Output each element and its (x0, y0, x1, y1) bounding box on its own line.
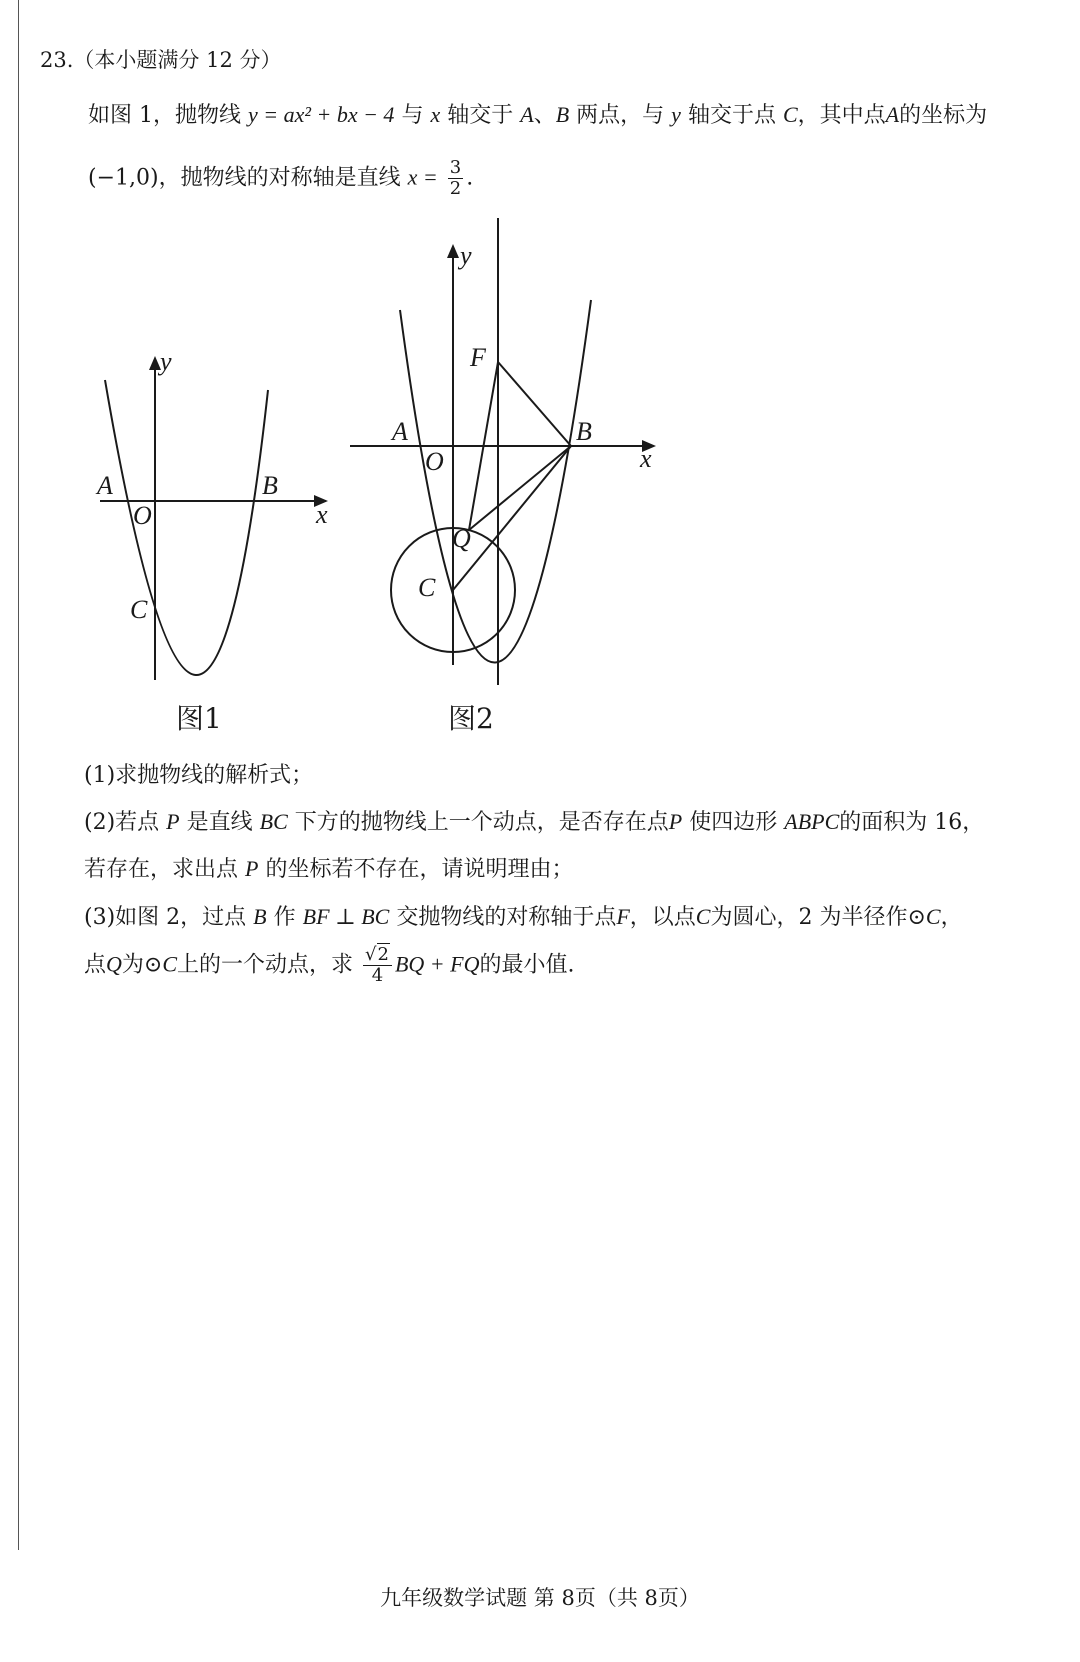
fig2-label-q: Q (452, 524, 471, 553)
question-number: 23. (40, 48, 74, 72)
fig1-label-o: O (133, 501, 152, 530)
page-footer: 九年级数学试题 第 8页（共 8页） (380, 1586, 700, 1610)
figure-2 (345, 210, 670, 700)
fig2-label-x: x (640, 444, 652, 473)
part-1: (1)求抛物线的解析式； (84, 763, 314, 788)
figure-1 (95, 350, 355, 700)
parabola-equation: y = ax² + bx − 4 (248, 102, 395, 127)
part-3-line-1: (3)如图 2，过点 B 作 BF ⊥ BC 交抛物线的对称轴于点F，以点C为圆心，2 为半径作⊙C， (84, 904, 963, 930)
intro-line-2: (−1,0)，抛物线的对称轴是直线 x = $\frac{3}{2}$ . (88, 157, 474, 199)
page-margin-line (18, 0, 19, 1550)
part-3-line-2: 点Q为⊙C上的一个动点，求 $\frac{√2}{4}$ BQ + FQ的最小值. (84, 944, 575, 986)
fig2-label-a: A (392, 417, 408, 446)
fig2-label-o: O (425, 447, 444, 476)
fig2-label-f: F (470, 343, 486, 372)
score-note: （本小题满分 12 分） (73, 48, 282, 72)
fig1-label-a: A (97, 471, 113, 500)
fig1-label-y: y (160, 350, 172, 376)
sqrt2-over-4: $\frac{√2}{4}$ (363, 945, 392, 986)
part-2-line-2: 若存在，求出点 P 的坐标若不存在，请说明理由； (84, 856, 574, 882)
coord-a: (−1,0) (88, 165, 159, 191)
fig1-parabola (105, 380, 268, 675)
fig1-label-c: C (130, 595, 148, 624)
figure-1-caption: 图1 (176, 702, 222, 735)
fig2-label-c: C (418, 573, 436, 602)
axis-fraction: $\frac{3}{2}$ (449, 157, 462, 199)
part-2-line-1: (2)若点 P 是直线 BC 下方的抛物线上一个动点，是否存在点P 使四边形 ABPC的面积为 16， (84, 809, 985, 835)
fig2-label-b: B (576, 417, 592, 446)
fig1-label-b: B (262, 471, 278, 500)
intro-line-1: 如图 1，抛物线 y = ax² + bx − 4 与 x 轴交于 A、B 两点，与 y 轴交于点 C，其中点A的坐标为 (88, 102, 988, 128)
question-header (40, 44, 281, 74)
fig1-label-x: x (316, 500, 328, 529)
fig2-parabola (400, 300, 591, 663)
figure-2-caption: 图2 (448, 702, 494, 735)
fig2-label-y: y (460, 241, 472, 270)
fig2-y-arrow (447, 244, 459, 258)
fig2-segment-bf (498, 362, 571, 446)
